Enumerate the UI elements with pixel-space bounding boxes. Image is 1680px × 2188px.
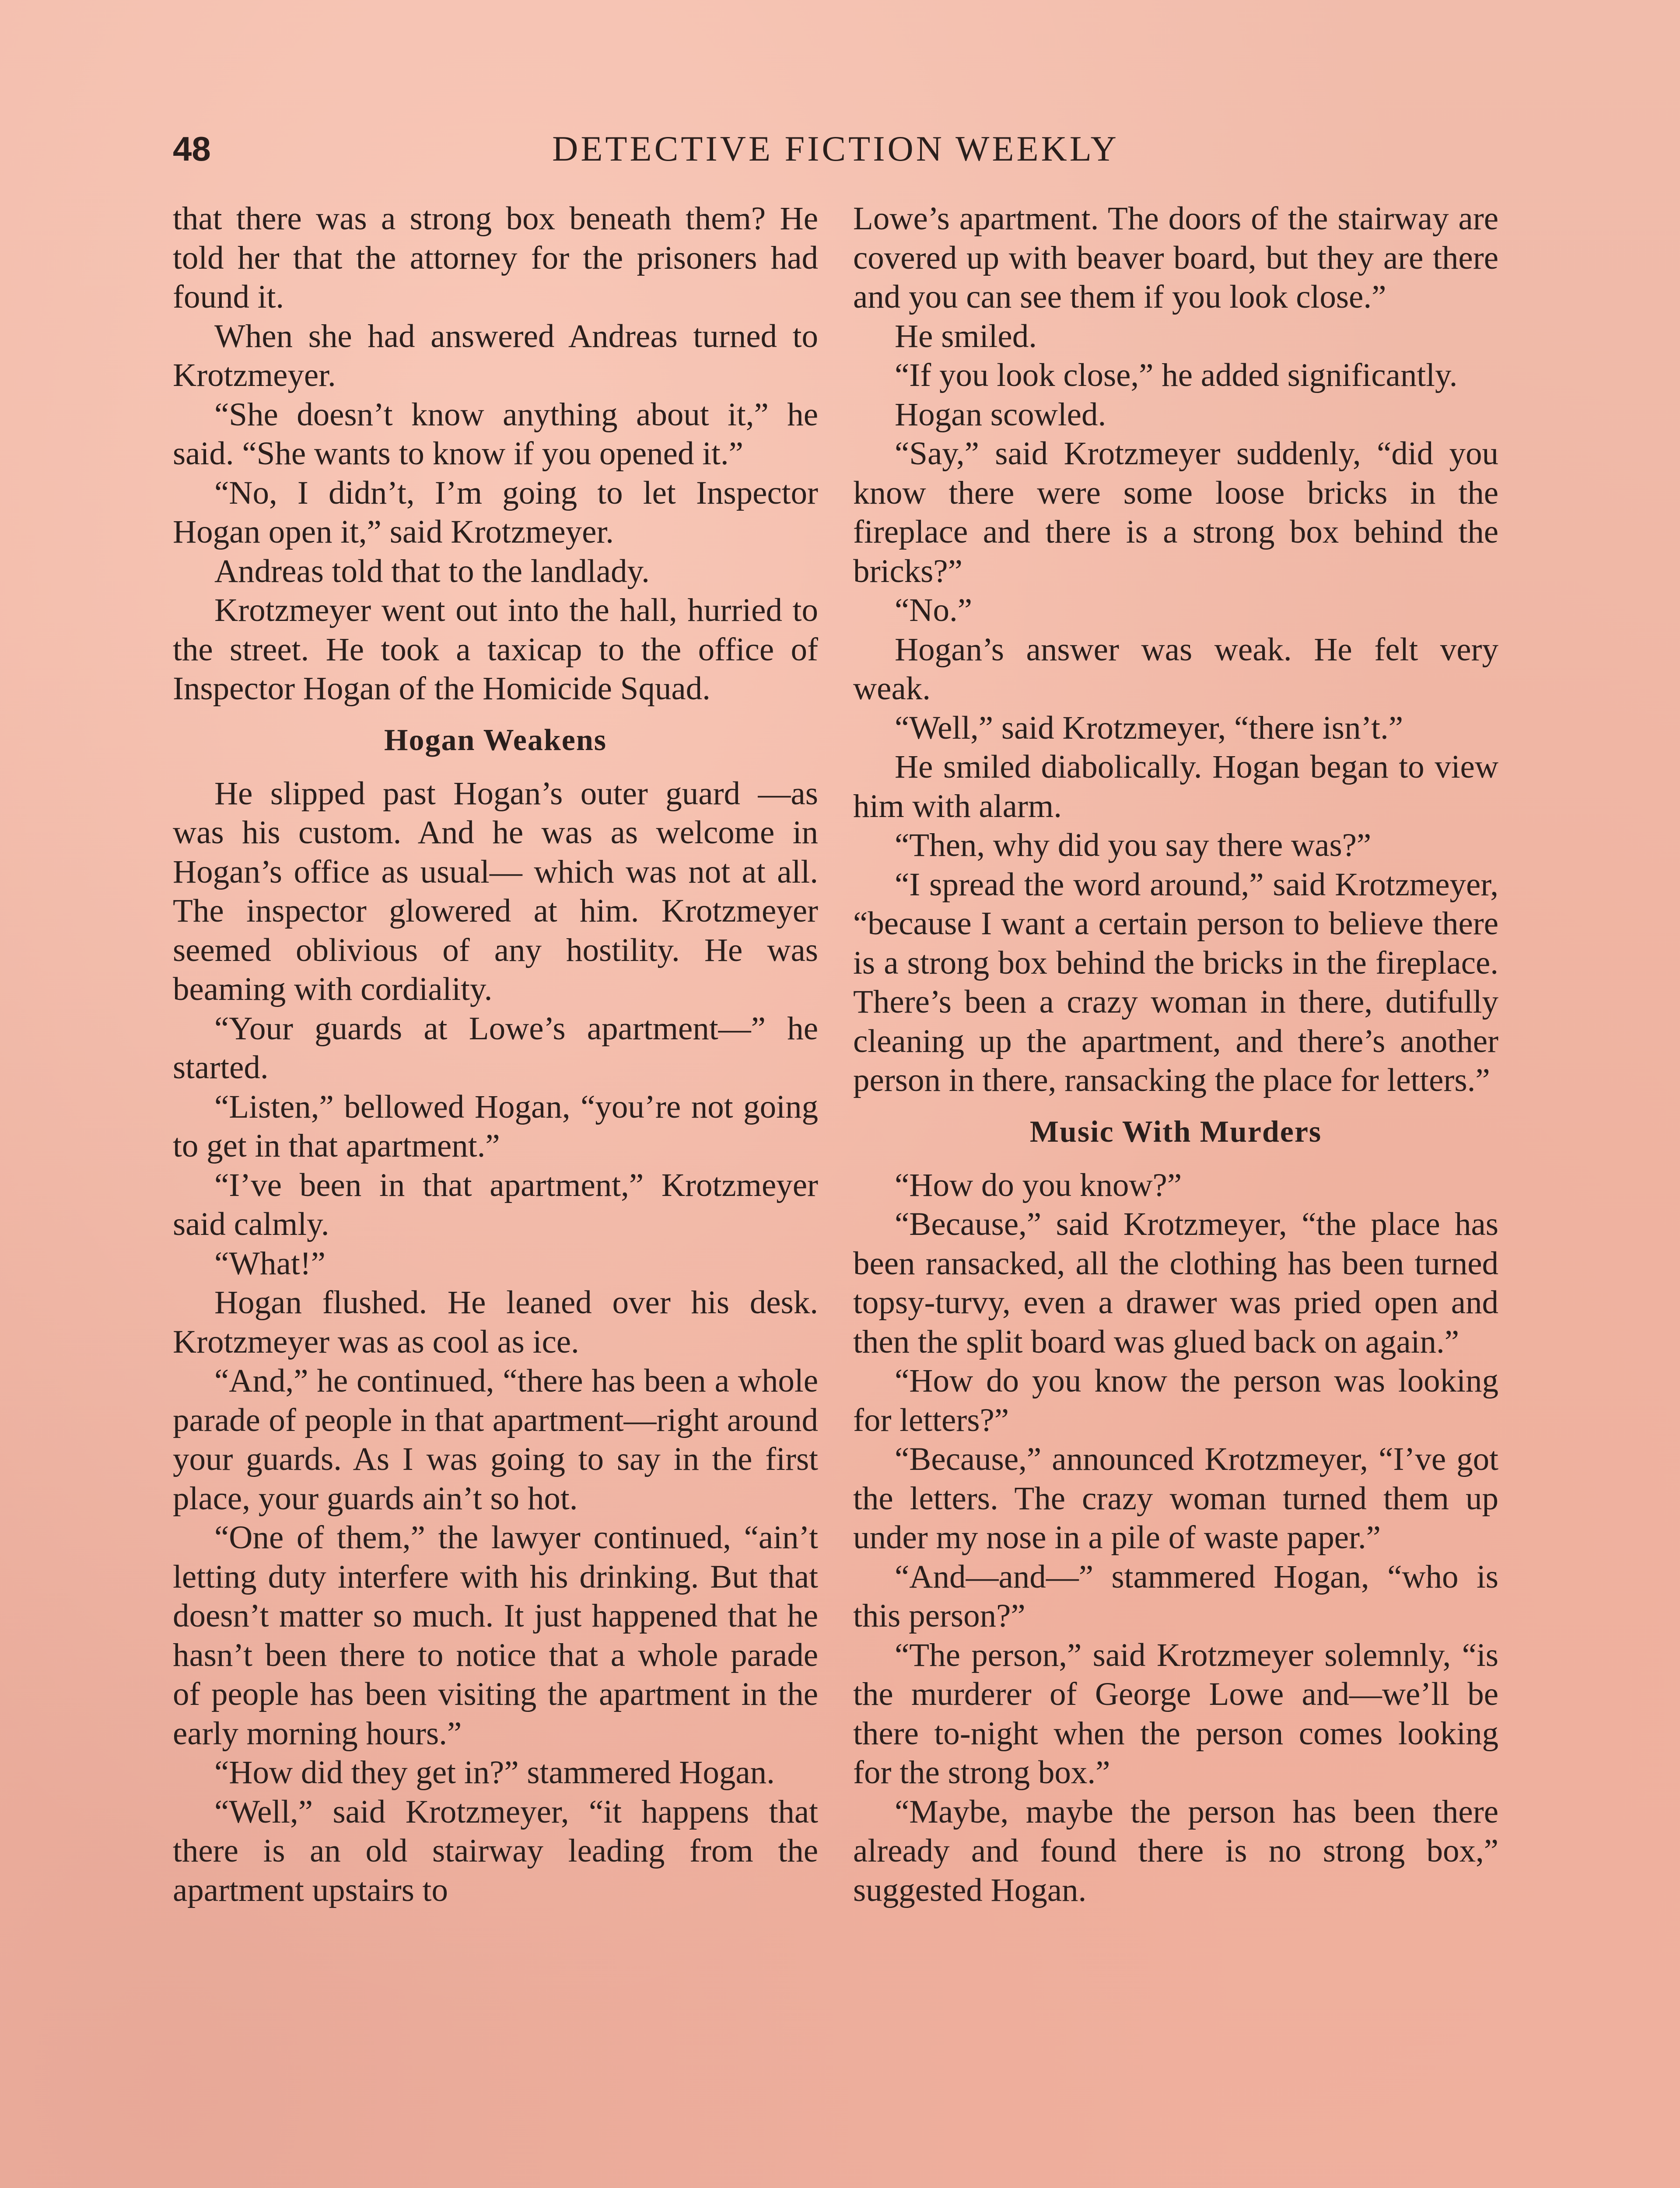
paragraph: “What!” xyxy=(214,1245,326,1282)
right-column xyxy=(853,199,1498,1910)
paragraph: Hogan’s answer was weak. He felt very weak. xyxy=(853,631,1498,707)
paragraph: “Say,” said Krotzmeyer suddenly, “did you know there were some loose bricks in the fireplace and there is a strong box behind the bricks?” xyxy=(853,435,1498,589)
paragraph: “Well,” said Krotzmeyer, “it happens that there is an old stairway leading from the apartment upstairs to xyxy=(173,1793,818,1908)
paragraph: “No, I didn’t, I’m going to let Inspector Hogan open it,” said Krotzmeyer. xyxy=(173,474,818,550)
paragraph: He smiled diabolically. Hogan began to view him with alarm. xyxy=(853,749,1498,824)
section-heading: Hogan Weakens xyxy=(384,723,607,757)
page-header xyxy=(173,125,1498,177)
paragraph: “Because,” said Krotzmeyer, “the place has been ransacked, all the clothing has been turned topsy-turvy, even a drawer was pried open and then the split board was glued back on again.” xyxy=(853,1206,1498,1360)
paragraph: Hogan scowled. xyxy=(895,396,1106,433)
paragraph: “How did they get in?” stammered Hogan. xyxy=(214,1754,775,1791)
paragraph: Lowe’s apartment. The doors of the stairway are covered up with beaver board, but they are there and you can see them if you look close.” xyxy=(853,200,1498,315)
paragraph: “Your guards at Lowe’s apartment—” he started. xyxy=(173,1010,818,1086)
paragraph: “Then, why did you say there was?” xyxy=(895,827,1372,863)
paragraph: “If you look close,” he added significantly. xyxy=(895,357,1458,393)
paragraph: “Maybe, maybe the person has been there already and found there is no strong box,” suggested Hogan. xyxy=(853,1793,1498,1908)
section-heading: Music With Murders xyxy=(1029,1115,1322,1149)
paragraph: “No.” xyxy=(895,592,972,628)
left-column xyxy=(173,199,818,1910)
paragraph: “I spread the word around,” said Krotzmeyer, “because I want a certain person to believe there is a strong box behind the bricks in the fireplace. There’s been a crazy woman in there, dutifully cleaning up the apartment, and there’s another person in there, ransacking the place for letters.” xyxy=(853,866,1498,1098)
paragraph: “And,” he continued, “there has been a whole parade of people in that apartment—right around your guards. As I was going to say in the first place, your guards ain’t so hot. xyxy=(173,1363,818,1517)
running-title: DETECTIVE FICTION WEEKLY xyxy=(552,129,1119,168)
paragraph: “She doesn’t know anything about it,” he said. “She wants to know if you opened it.” xyxy=(173,396,818,472)
paragraph: He slipped past Hogan’s outer guard —as was his custom. And he was as welcome in Hogan’s office as usual— which was not at all. The inspector glowered at him. Krotzmeyer seemed oblivious of any hostility. He was beaming with cordiality. xyxy=(173,775,818,1007)
paragraph: Hogan flushed. He leaned over his desk. Krotzmeyer was as cool as ice. xyxy=(173,1284,818,1360)
paragraph: “I’ve been in that apartment,” Krotzmeyer said calmly. xyxy=(173,1167,818,1242)
paragraph: “How do you know the person was looking for letters?” xyxy=(853,1363,1498,1438)
paragraph: “One of them,” the lawyer continued, “ain’t letting duty interfere with his drinking. But that doesn’t matter so much. It just happened that he hasn’t been there to notice that a whole parade of people has been visiting the apartment in the early morning hours.” xyxy=(173,1519,818,1752)
paragraph: “How do you know?” xyxy=(895,1167,1182,1203)
paragraph: He smiled. xyxy=(895,318,1037,354)
paragraph: that there was a strong box beneath them? He told her that the attorney for the prisoners had found it. xyxy=(173,200,818,315)
paragraph: Krotzmeyer went out into the hall, hurried to the street. He took a taxicap to the office of Inspector Hogan of the Homicide Squad. xyxy=(173,592,818,707)
paragraph: “Because,” announced Krotzmeyer, “I’ve got the letters. The crazy woman turned them up under my nose in a pile of waste paper.” xyxy=(853,1441,1498,1556)
paragraph: “And—and—” stammered Hogan, “who is this person?” xyxy=(853,1558,1498,1634)
paragraph: “Well,” said Krotzmeyer, “there isn’t.” xyxy=(895,709,1403,746)
paragraph: “Listen,” bellowed Hogan, “you’re not going to get in that apartment.” xyxy=(173,1088,818,1164)
page-number: 48 xyxy=(173,130,211,168)
paragraph: “The person,” said Krotzmeyer solemnly, “is the murderer of George Lowe and—we’ll be there to-night when the person comes looking for the strong box.” xyxy=(853,1637,1498,1791)
paragraph: When she had answered Andreas turned to Krotzmeyer. xyxy=(173,318,818,393)
paragraph: Andreas told that to the landlady. xyxy=(214,553,650,589)
